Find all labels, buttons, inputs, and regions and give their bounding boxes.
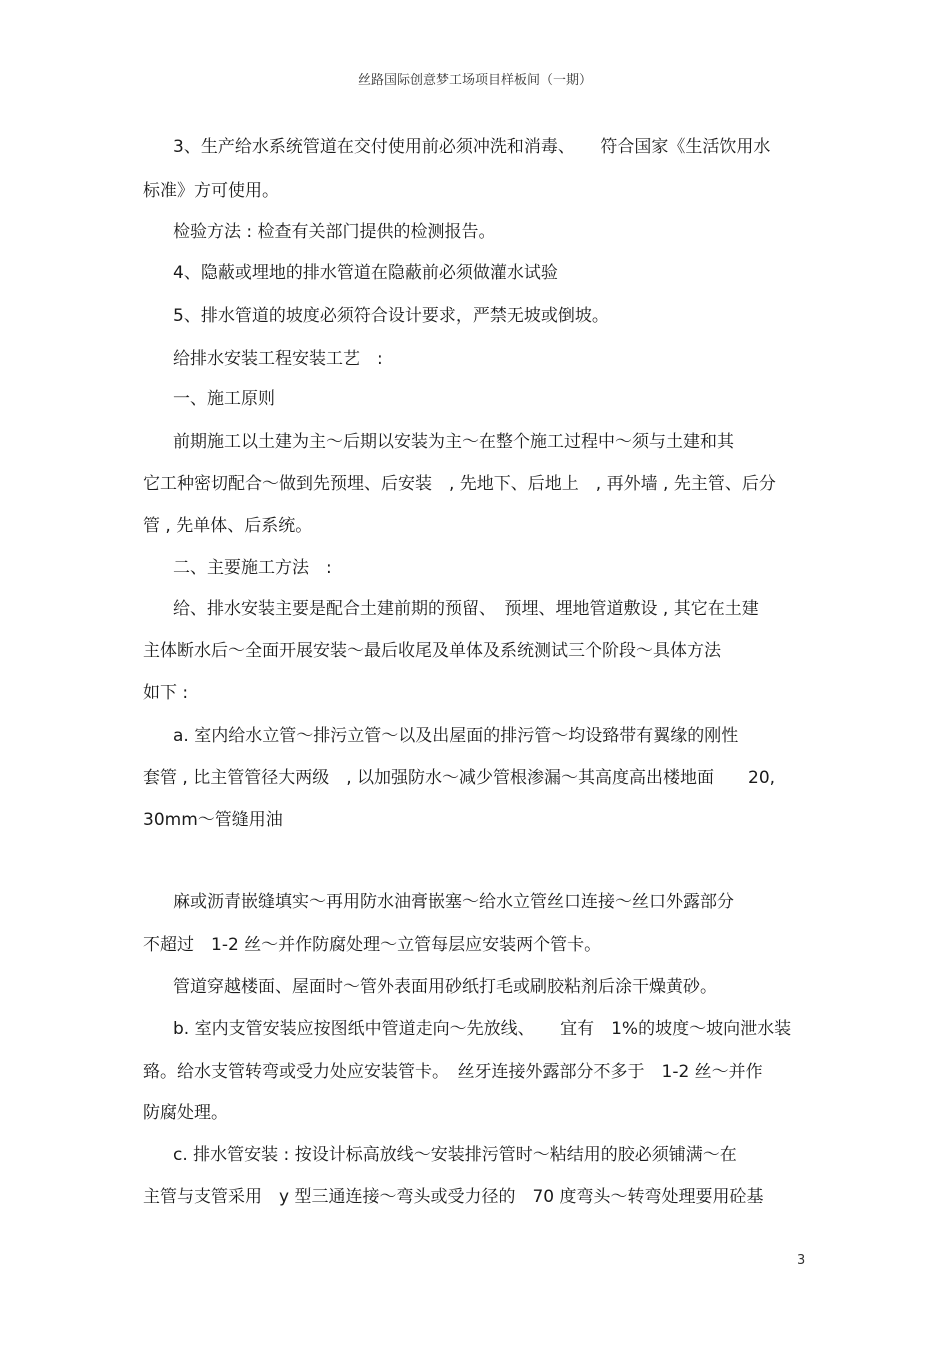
text-line: 3、生产给水系统管道在交付使用前必须冲洗和消毒、 符合国家《生活饮用水: [173, 137, 771, 157]
text-line: 麻或沥青嵌缝填实～再用防水油膏嵌塞～给水立管丝口连接～丝口外露部分: [173, 892, 734, 912]
text-line: 套管 , 比主管管径大两级 , 以加强防水～减少管根渗漏～其高度高出楼地面 20,: [143, 768, 776, 788]
text-line: 主体断水后～全面开展安装～最后收尾及单体及系统测试三个阶段～具体方法: [143, 641, 721, 661]
text-line: 前期施工以土建为主～后期以安装为主～在整个施工过程中～须与土建和其: [173, 432, 734, 452]
text-line: 4、隐蔽或埋地的排水管道在隐蔽前必须做灌水试验: [173, 263, 558, 283]
text-line: 30mm～管缝用油: [143, 810, 283, 830]
text-line: 如下 :: [143, 683, 189, 703]
text-line: 管 , 先单体、后系统。: [143, 516, 313, 536]
text-line: 管道穿越楼面、屋面时～管外表面用砂纸打毛或刷胶粘剂后涂干燥黄砂。: [173, 977, 717, 997]
text-line: 臵。给水支管转弯或受力处应安装管卡。 丝牙连接外露部分不多于 1-2 丝～并作: [143, 1062, 763, 1082]
section-heading: 二、主要施工方法 :: [173, 558, 332, 578]
text-line: 防腐处理。: [143, 1103, 228, 1123]
text-line: 它工种密切配合～做到先预埋、后安装 , 先地下、后地上 , 再外墙 , 先主管、后分: [143, 474, 776, 494]
text-line: 不超过 1-2 丝～并作防腐处理～立管每层应安装两个管卡。: [143, 935, 602, 955]
text-line: 标准》方可使用。: [143, 181, 279, 201]
section-heading: 给排水安装工程安装工艺 :: [173, 349, 383, 369]
page-number: 3: [797, 1253, 806, 1268]
text-line: 给、排水安装主要是配合土建前期的预留、 预埋、埋地管道敷设 , 其它在土建: [173, 599, 759, 619]
text-line: b. 室内支管安装应按图纸中管道走向～先放线、 宜有 1%的坡度～坡向泄水装: [173, 1019, 792, 1039]
section-heading: 一、施工原则: [173, 389, 275, 409]
text-line: 主管与支管采用 y 型三通连接～弯头或受力径的 70 度弯头～转弯处理要用砼基: [143, 1187, 764, 1207]
text-line: a. 室内给水立管～排污立管～以及出屋面的排污管～均设臵带有翼缘的刚性: [173, 726, 739, 746]
text-line: 5、排水管道的坡度必须符合设计要求，严禁无坡或倒坡。: [173, 306, 609, 326]
page-header: 丝路国际创意梦工场项目样板间（一期）: [357, 73, 592, 88]
text-line: c. 排水管安装 : 按设计标高放线～安装排污管时～粘结用的胶必须铺满～在: [173, 1145, 737, 1165]
text-line: 检验方法 : 检查有关部门提供的检测报告。: [173, 222, 496, 242]
